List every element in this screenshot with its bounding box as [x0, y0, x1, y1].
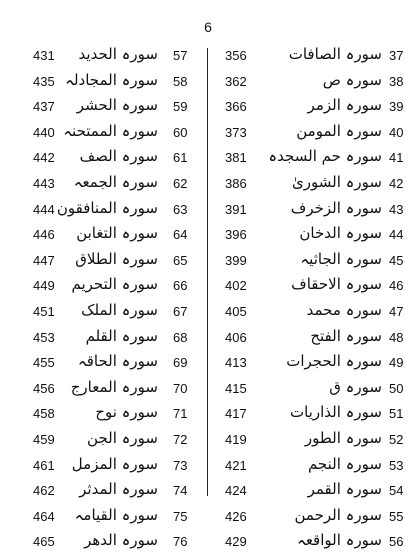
surah-number: 72: [173, 431, 188, 447]
surah-number: 49: [389, 355, 404, 371]
surah-number: 68: [173, 329, 188, 345]
surah-number: 57: [173, 48, 188, 63]
index-row: [212, 223, 416, 249]
surah-title: سورہ القلم: [85, 326, 158, 345]
page-reference: 446: [33, 227, 55, 243]
page-reference: 402: [225, 278, 247, 294]
surah-title: سورہ الحشر: [76, 96, 158, 115]
surah-title: سورہ الجمعہ: [73, 172, 158, 191]
surah-title: سورہ النجم: [307, 454, 382, 473]
index-row: [212, 402, 416, 428]
page-reference: 366: [225, 99, 247, 115]
page-reference: 458: [33, 406, 55, 422]
surah-number: 59: [173, 99, 188, 115]
surah-title: سورہ الزمر: [307, 96, 382, 115]
index-row: [0, 300, 200, 326]
page-reference: 417: [225, 406, 247, 422]
index-column-right: [212, 44, 416, 556]
index-row: [212, 146, 416, 172]
surah-title: سورہ المومن: [296, 121, 382, 140]
page-reference: 461: [33, 457, 55, 473]
surah-title: سورہ الصافات: [288, 45, 382, 63]
surah-number: 69: [173, 355, 188, 371]
index-row: [0, 121, 200, 147]
surah-number: 64: [173, 227, 188, 243]
page-reference: 455: [33, 355, 55, 371]
index-row: [0, 428, 200, 454]
index-row: [212, 428, 416, 454]
index-row: [0, 530, 200, 556]
surah-number: 44: [389, 227, 404, 243]
page-reference: 453: [33, 329, 55, 345]
surah-title: سورہ القمر: [307, 480, 382, 499]
index-row: [212, 454, 416, 480]
index-row: [0, 198, 200, 224]
page-reference: 426: [225, 508, 247, 524]
surah-number: 39: [389, 99, 404, 115]
index-row: [0, 326, 200, 352]
index-row: [0, 377, 200, 403]
surah-title: سورہ المدثر: [79, 480, 158, 499]
surah-title: سورہ الزخرف: [290, 198, 382, 217]
surah-title: سورہ حم السجدہ: [268, 147, 382, 166]
surah-number: 56: [389, 534, 404, 550]
index-row: [0, 70, 200, 96]
surah-number: 41: [389, 150, 404, 166]
surah-number: 46: [389, 278, 404, 294]
surah-number: 73: [173, 457, 188, 473]
page-reference: 462: [33, 483, 55, 499]
page-reference: 405: [225, 303, 247, 319]
page-reference: 406: [225, 329, 247, 345]
surah-title: سورہ الدخان: [299, 224, 382, 243]
surah-number: 58: [173, 73, 188, 89]
surah-title: سورہ الذاریات: [289, 403, 382, 422]
surah-title: سورہ الجن: [87, 428, 158, 447]
surah-title: سورہ الملک: [81, 300, 158, 319]
page-reference: 424: [225, 483, 247, 499]
page-reference: 431: [33, 48, 55, 63]
index-row: [0, 454, 200, 480]
surah-number: 43: [389, 201, 404, 217]
page-reference: 465: [33, 534, 55, 550]
surah-number: 70: [173, 380, 188, 396]
surah-title: سورہ الممتحنہ: [63, 121, 158, 140]
surah-number: 75: [173, 508, 188, 524]
page-reference: 442: [33, 150, 55, 166]
surah-title: سورہ الطلاق: [75, 249, 158, 268]
surah-number: 42: [389, 175, 404, 191]
surah-number: 67: [173, 303, 188, 319]
index-row: [0, 479, 200, 505]
index-row: [212, 249, 416, 275]
index-row: [0, 274, 200, 300]
page-reference: 464: [33, 508, 55, 524]
surah-title: سورہ الشوریٰ: [292, 172, 382, 191]
surah-number: 63: [173, 201, 188, 217]
surah-number: 53: [389, 457, 404, 473]
surah-title: سورہ المنافقون: [56, 198, 158, 217]
index-row: [0, 402, 200, 428]
page-reference: 440: [33, 124, 55, 140]
surah-number: 61: [173, 150, 188, 166]
index-row: [212, 377, 416, 403]
surah-number: 66: [173, 278, 188, 294]
page-reference: 443: [33, 175, 55, 191]
surah-title: سورہ التحریم: [71, 275, 158, 294]
surah-title: سورہ المزمل: [71, 454, 158, 473]
surah-title: سورہ المعارج: [70, 377, 158, 396]
index-row: [0, 146, 200, 172]
surah-title: سورہ الطور: [304, 428, 382, 447]
surah-title: سورہ الجاثیہ: [300, 249, 382, 268]
index-row: [212, 44, 416, 70]
index-row: [212, 172, 416, 198]
page-reference: 373: [225, 124, 247, 140]
index-row: [212, 198, 416, 224]
index-row: [212, 479, 416, 505]
page-reference: 419: [225, 431, 247, 447]
surah-title: سورہ التغابن: [76, 224, 158, 243]
surah-title: سورہ ق: [329, 377, 382, 396]
page-reference: 435: [33, 73, 55, 89]
page-reference: 413: [225, 355, 247, 371]
index-row: [212, 326, 416, 352]
surah-title: سورہ الدھر: [84, 531, 158, 550]
index-row: [0, 249, 200, 275]
surah-number: 60: [173, 124, 188, 140]
index-row: [0, 95, 200, 121]
index-row: [212, 121, 416, 147]
surah-title: سورہ الواقعہ: [297, 531, 382, 550]
column-divider: [207, 48, 208, 496]
surah-title: سورہ محمد: [306, 300, 382, 319]
page-reference: 391: [225, 201, 247, 217]
surah-number: 45: [389, 252, 404, 268]
surah-number: 48: [389, 329, 404, 345]
index-row: [0, 351, 200, 377]
surah-title: سورہ الصف: [79, 147, 158, 166]
surah-number: 47: [389, 303, 404, 319]
page-reference: 459: [33, 431, 55, 447]
surah-number: 38: [389, 73, 404, 89]
page-reference: 449: [33, 278, 55, 294]
page-reference: 437: [33, 99, 55, 115]
page-reference: 362: [225, 73, 247, 89]
surah-title: سورہ نوح: [95, 403, 158, 422]
index-row: [212, 300, 416, 326]
index-row: [0, 172, 200, 198]
page-number: 6: [204, 19, 212, 35]
page-reference: 396: [225, 227, 247, 243]
surah-title: سورہ الحجرات: [286, 352, 382, 371]
surah-title: سورہ الفتح: [310, 326, 382, 345]
index-column-left: [0, 44, 200, 556]
page-reference: 447: [33, 252, 55, 268]
index-row: [212, 274, 416, 300]
surah-number: 74: [173, 483, 188, 499]
surah-number: 71: [173, 406, 188, 422]
surah-number: 54: [389, 483, 404, 499]
surah-number: 37: [389, 48, 404, 63]
surah-title: سورہ الرحمن: [294, 505, 382, 524]
page-reference: 415: [225, 380, 247, 396]
page-reference: 381: [225, 150, 247, 166]
surah-title: سورہ الاحقاف: [291, 275, 382, 294]
surah-number: 51: [389, 406, 404, 422]
page-reference: 421: [225, 457, 247, 473]
page-reference: 429: [225, 534, 247, 550]
surah-number: 40: [389, 124, 404, 140]
surah-title: سورہ الحاقہ: [77, 352, 158, 371]
page-reference: 456: [33, 380, 55, 396]
index-row: [212, 351, 416, 377]
index-row: [212, 70, 416, 96]
surah-title: سورہ المجادلہ: [65, 70, 158, 89]
surah-title: سورہ الحدید: [78, 45, 158, 63]
index-row: [0, 44, 200, 70]
index-row: [212, 95, 416, 121]
surah-title: سورہ القیامہ: [74, 505, 158, 524]
page-reference: 356: [225, 48, 247, 63]
page-reference: 451: [33, 303, 55, 319]
index-row: [0, 223, 200, 249]
index-row: [212, 505, 416, 531]
surah-title: سورہ ص: [322, 70, 382, 89]
index-row: [0, 505, 200, 531]
surah-number: 50: [389, 380, 404, 396]
surah-number: 65: [173, 252, 188, 268]
page-reference: 444: [33, 201, 55, 217]
index-row: [212, 530, 416, 556]
surah-number: 52: [389, 431, 404, 447]
page-reference: 399: [225, 252, 247, 268]
page-reference: 386: [225, 175, 247, 191]
surah-number: 76: [173, 534, 188, 550]
surah-number: 62: [173, 175, 188, 191]
surah-number: 55: [389, 508, 404, 524]
